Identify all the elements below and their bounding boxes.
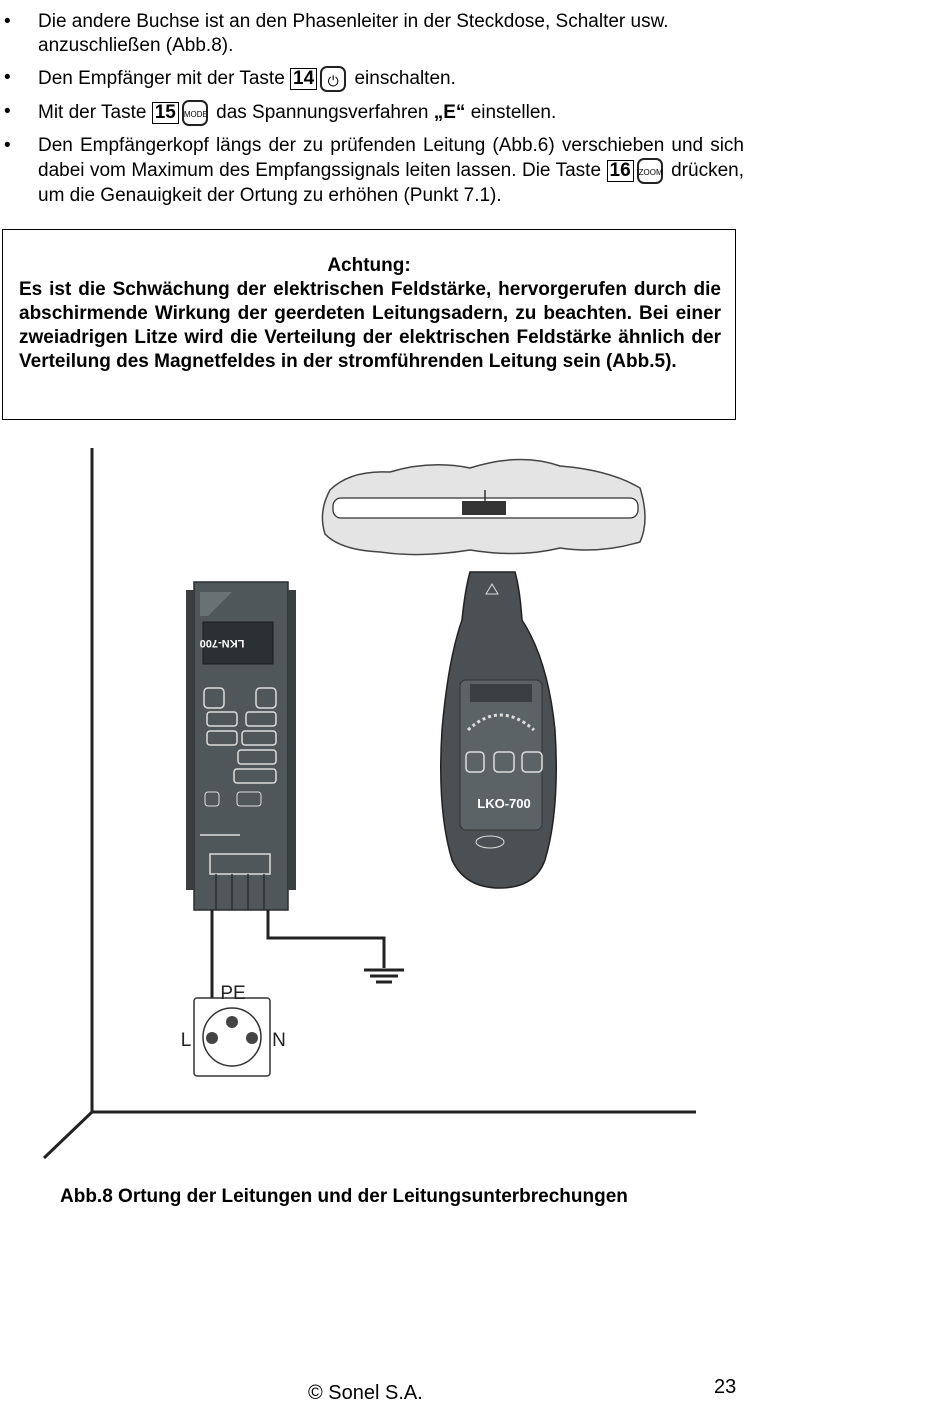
key-number: 14	[290, 68, 317, 90]
socket-l-label: L	[180, 1030, 192, 1051]
bullet-item	[4, 134, 744, 208]
bullet-list	[4, 10, 744, 216]
bullet-item	[4, 10, 744, 58]
bullet-item	[4, 66, 744, 92]
zoom-icon: ZOOM	[637, 158, 663, 184]
receiver-label: LKO-700	[477, 796, 531, 811]
bullet-text-post: drücken, um die Genauigkeit der Ortung zu erhöhen (Punkt 7.1).	[38, 160, 744, 206]
transmitter-device	[186, 582, 296, 910]
bullet-text-end: einstellen.	[465, 102, 557, 124]
mode-e-text: „E“	[433, 102, 466, 124]
transmitter-label: LKN-700	[199, 637, 245, 649]
bullet-text-pre: Den Empfängerkopf längs der zu prüfenden Leitung (Abb.6) verschieben und sich dabei vom Maximum des Empfangssignals leiten lassen. Die Taste	[38, 135, 744, 182]
warning-box	[2, 229, 736, 420]
cable-in-wall	[322, 459, 645, 554]
warning-title: Achtung:	[327, 255, 411, 276]
bullet-text-pre: Den Empfänger mit der Taste	[38, 68, 291, 90]
footer-copyright: © Sonel S.A.	[308, 1382, 423, 1404]
figure-abb8	[0, 430, 760, 1170]
key-number: 16	[607, 160, 634, 182]
room-walls	[44, 448, 696, 1158]
bullet-text-post: einschalten.	[349, 68, 456, 90]
bullet-text-post: das Spannungsverfahren	[210, 102, 434, 124]
mode-icon: MODE	[182, 100, 208, 126]
page-number: 23	[714, 1376, 737, 1398]
figure-caption: Abb.8 Ortung der Leitungen und der Leitungsunterbrechungen	[60, 1186, 628, 1207]
socket-n-label: N	[272, 1030, 286, 1051]
bullet-item	[4, 100, 744, 126]
power-icon: ⏻	[320, 66, 346, 92]
bullet-symbol: •	[4, 11, 11, 32]
bullet-text-pre: Mit der Taste	[38, 102, 152, 124]
receiver-device	[441, 572, 557, 888]
key-number: 15	[152, 102, 179, 124]
socket-pe-label: PE	[220, 983, 246, 1004]
bullet-symbol: •	[4, 135, 11, 156]
socket	[181, 983, 286, 1076]
warning-body: Es ist die Schwächung der elektrischen Feldstärke, hervorgerufen durch die abschirmende Wirkung der geerdeten Leitungsadern, zu beachten. Bei einer zweiadrigen Litze wird die Verteilung der elektrischen Feldstärke ähnlich der Verteilung des Magnetfeldes in der stromführenden Leitung sein (Abb.5).	[19, 279, 721, 372]
bullet-symbol: •	[4, 101, 11, 122]
bullet-text: Die andere Buchse ist an den Phasenleiter in der Steckdose, Schalter usw. anzuschließen (Abb.8).	[38, 11, 669, 56]
bullet-symbol: •	[4, 67, 11, 88]
